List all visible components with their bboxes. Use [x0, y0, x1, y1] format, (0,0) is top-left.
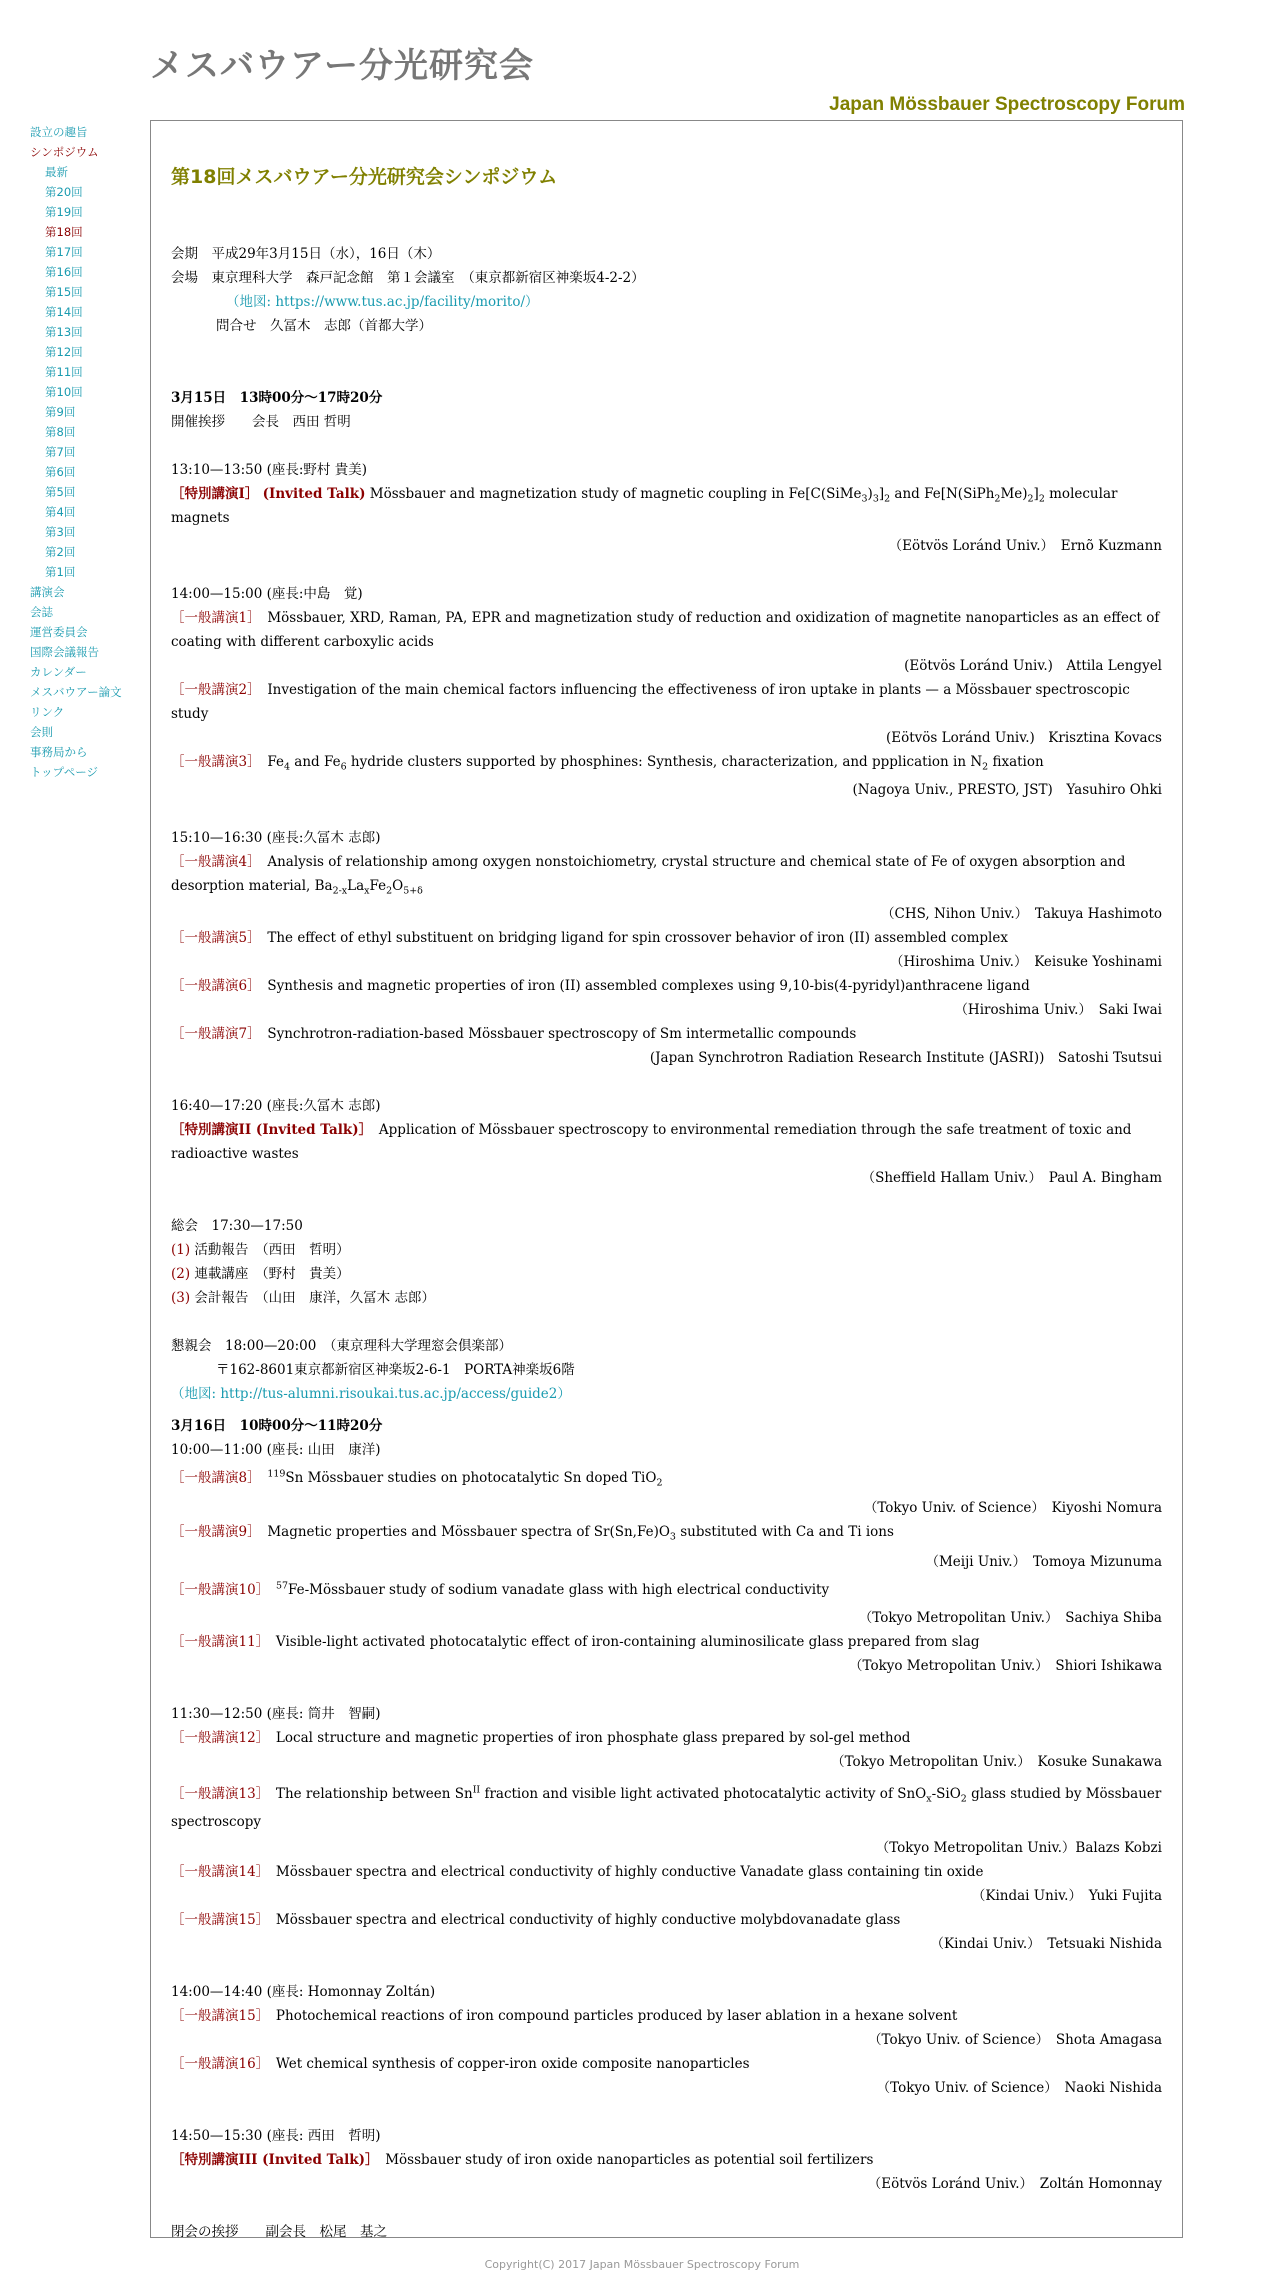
talk-author: （Meiji Univ.） Tomoya Mizunuma — [925, 1554, 1162, 1570]
sidebar-item-links[interactable]: リンク — [30, 705, 65, 719]
contact: 問合せ 久冨木 志郎（首都大学） — [216, 318, 432, 334]
session-time: 14:00—14:40 (座長: Homonnay Zoltán) — [171, 1984, 436, 2000]
session-time: 16:40—17:20 (座長:久冨木 志郎) — [171, 1098, 381, 1114]
venue-map-link[interactable]: （地図: https://www.tus.ac.jp/facility/morito/） — [226, 294, 539, 310]
talk-entry: ［一般講演8］ $^{119}$Sn Mössbauer studies on photocatalytic Sn doped TiO$_2$ — [171, 1468, 663, 1489]
session-time: 14:00—15:00 (座長:中島 覚) — [171, 586, 363, 602]
talk-author: (Eötvös Loránd Univ.) Attila Lengyel — [904, 658, 1162, 674]
talk-author: （Tokyo Metropolitan Univ.） Sachiya Shiba — [858, 1610, 1162, 1626]
site-title: メスバウアー分光研究会 — [150, 46, 534, 86]
talk-label: ［一般講演15］ — [171, 1912, 263, 1928]
sidebar-item-19th[interactable]: 第19回 — [45, 205, 83, 219]
general-meeting-time: 総会 17:30—17:50 — [171, 1218, 303, 1234]
sidebar-item-secretariat[interactable]: 事務局から — [30, 745, 88, 759]
banquet-map-link[interactable]: （地図: http://tus-alumni.risoukai.tus.ac.jp/access/guide2） — [171, 1386, 571, 1402]
sidebar-item-3rd[interactable]: 第3回 — [45, 525, 76, 539]
talk-label: ［一般講演4］ — [171, 854, 254, 870]
sidebar-item-20th[interactable]: 第20回 — [45, 185, 83, 199]
sidebar-item-7th[interactable]: 第7回 — [45, 445, 76, 459]
sidebar-item-2nd[interactable]: 第2回 — [45, 545, 76, 559]
program-content — [171, 121, 1162, 2244]
talk-label: ［一般講演3］ — [171, 754, 254, 770]
session-time: 11:30—12:50 (座長: 筒井 智嗣) — [171, 1706, 381, 1722]
venue: 会場 東京理科大学 森戸記念館 第１会議室 （東京都新宿区神楽坂4-2-2） — [171, 270, 645, 286]
banquet-address: 〒162-8601東京都新宿区神楽坂2-6-1 PORTA神楽坂6階 — [216, 1362, 575, 1378]
sidebar-item-9th[interactable]: 第9回 — [45, 405, 76, 419]
talk-label: ［一般講演6］ — [171, 978, 254, 994]
talk-entry: ［一般講演12］ Local structure and magnetic properties of iron phosphate glass prepared by sol-gel method — [171, 1730, 911, 1746]
banquet-info: 懇親会 18:00—20:00 （東京理科大学理窓会倶楽部） — [171, 1338, 513, 1354]
sidebar-item-14th[interactable]: 第14回 — [45, 305, 83, 319]
sidebar-nav — [30, 122, 150, 782]
sidebar-item-papers[interactable]: メスバウアー論文 — [30, 685, 122, 699]
talk-entry: ［一般講演9］ Magnetic properties and Mössbauer spectra of $Sr(Sn,Fe)O_3$ substituted with Ca and Ti ions — [171, 1524, 894, 1543]
talk-author: （Hiroshima Univ.） Keisuke Yoshinami — [890, 954, 1162, 970]
sidebar-item-1st[interactable]: 第1回 — [45, 565, 76, 579]
talk-label: ［一般講演11］ — [171, 1634, 263, 1650]
sidebar-item-13th[interactable]: 第13回 — [45, 325, 83, 339]
content-box — [150, 120, 1183, 2238]
talk-entry: ［特別講演III (Invited Talk)］ Mössbauer study of iron oxide nanoparticles as potential soil fertilizers — [171, 2152, 874, 2168]
closing-remarks: 閉会の挨拶 副会長 松尾 基之 — [171, 2224, 387, 2240]
talk-author: （Tokyo Metropolitan Univ.） Kosuke Sunakawa — [831, 1754, 1162, 1770]
talk-entry: ［一般講演15］ Photochemical reactions of iron compound particles produced by laser ablation in a hexane solvent — [171, 2008, 958, 2024]
talk-entry: ［一般講演2］ Investigation of the main chemical factors influencing the effectiveness of iron uptake in plants — a Mössbauer spectroscopic study — [171, 682, 1130, 722]
talk-author: （Sheffield Hallam Univ.） Paul A. Bingham — [861, 1170, 1162, 1186]
session-time: 15:10—16:30 (座長:久冨木 志郎) — [171, 830, 381, 846]
sidebar-item-purpose[interactable]: 設立の趣旨 — [30, 125, 88, 139]
talk-label: ［特別講演I］ — [171, 486, 259, 502]
session-time: 10:00—11:00 (座長: 山田 康洋) — [171, 1442, 381, 1458]
session-time: 13:10—13:50 (座長:野村 貴美) — [171, 462, 367, 478]
talk-label: ［一般講演13］ — [171, 1786, 263, 1802]
site-subtitle: Japan Mössbauer Spectroscopy Forum — [829, 94, 1185, 115]
sidebar-item-5th[interactable]: 第5回 — [45, 485, 76, 499]
talk-author: (Japan Synchrotron Radiation Research Institute (JASRI)) Satoshi Tsutsui — [649, 1050, 1162, 1066]
sidebar-item-6th[interactable]: 第6回 — [45, 465, 76, 479]
meeting-item: (1) 活動報告 （西田 哲明） — [171, 1242, 350, 1258]
sidebar-item-lectures[interactable]: 講演会 — [30, 585, 65, 599]
talk-entry: ［一般講演4］ Analysis of relationship among oxygen nonstoichiometry, crystal structure and chemical state of Fe of oxygen absorption and desorption material, $Ba_{2-x}La_xFe_2O_{5+\delta}$ — [171, 854, 1126, 897]
talk-author: （Tokyo Metropolitan Univ.） Shiori Ishikawa — [848, 1658, 1162, 1674]
talk-label: ［一般講演10］ — [171, 1582, 263, 1598]
talk-entry: ［一般講演6］ Synthesis and magnetic properties of iron (II) assembled complexes using 9,10-bis(4-pyridyl)anthracene ligand — [171, 978, 1030, 994]
talk-author: （Eötvös Loránd Univ.） Zoltán Homonnay — [867, 2176, 1162, 2192]
talk-author: （Tokyo Univ. of Science） Kiyoshi Nomura — [863, 1500, 1162, 1516]
talk-entry: ［一般講演7］ Synchrotron-radiation-based Mössbauer spectroscopy of Sm intermetallic compounds — [171, 1026, 857, 1042]
talk-entry: ［一般講演5］ The effect of ethyl substituent on bridging ligand for spin crossover behavior of iron (II) assembled complex — [171, 930, 1008, 946]
sidebar-item-symposium[interactable]: シンポジウム — [30, 145, 99, 159]
talk-entry: ［一般講演14］ Mössbauer spectra and electrical conductivity of highly conductive Vanadate glass containing tin oxide — [171, 1864, 984, 1880]
talk-author: （Tokyo Univ. of Science） Naoki Nishida — [876, 2080, 1162, 2096]
talk-label: ［一般講演5］ — [171, 930, 254, 946]
session-time: 14:50—15:30 (座長: 西田 哲明) — [171, 2128, 381, 2144]
talk-entry: ［一般講演10］ $^{57}$Fe-Mössbauer study of sodium vanadate glass with high electrical conductivity — [171, 1580, 830, 1598]
meeting-item: (3) 会計報告 （山田 康洋，久冨木 志郎） — [171, 1290, 435, 1306]
sidebar-item-committee[interactable]: 運営委員会 — [30, 625, 88, 639]
talk-author: (Eötvös Loránd Univ.) Krisztina Kovacs — [885, 730, 1162, 746]
talk-label: ［一般講演16］ — [171, 2056, 263, 2072]
talk-entry: ［一般講演15］ Mössbauer spectra and electrical conductivity of highly conductive molybdovanadate glass — [171, 1912, 901, 1928]
talk-entry: ［特別講演I］ (Invited Talk) Mössbauer and magnetization study of magnetic coupling in $Fe[C(SiMe_3)_3]_2$ and $Fe[N(SiPh_2Me)_2]_2$ molecular magnets — [171, 486, 1118, 526]
talk-author: （Hiroshima Univ.） Saki Iwai — [954, 1002, 1162, 1018]
talk-label: ［一般講演15］ — [171, 2008, 263, 2024]
talk-label: ［一般講演8］ — [171, 1470, 254, 1486]
sidebar-item-journal[interactable]: 会誌 — [30, 605, 53, 619]
talk-label: ［一般講演9］ — [171, 1524, 254, 1540]
talk-author: （Tokyo Univ. of Science） Shota Amagasa — [868, 2032, 1162, 2048]
sidebar-item-17th[interactable]: 第17回 — [45, 245, 83, 259]
meeting-item: (2) 連載講座 （野村 貴美） — [171, 1266, 350, 1282]
sidebar-item-latest[interactable]: 最新 — [45, 165, 68, 179]
talk-label: ［特別講演II (Invited Talk)］ — [171, 1122, 366, 1138]
sidebar-item-11th[interactable]: 第11回 — [45, 365, 83, 379]
sidebar-item-10th[interactable]: 第10回 — [45, 385, 83, 399]
talk-author: （Kindai Univ.） Tetsuaki Nishida — [930, 1936, 1162, 1952]
day1-heading: 3月15日 13時00分～17時20分 — [171, 390, 383, 406]
talk-label: ［一般講演1］ — [171, 610, 254, 626]
talk-author: （Kindai Univ.） Yuki Fujita — [971, 1888, 1162, 1904]
talk-entry: ［特別講演II (Invited Talk)］ Application of Mössbauer spectroscopy to environmental remediation through the safe treatment of toxic and radioactive wastes — [171, 1122, 1132, 1162]
talk-author: （Tokyo Metropolitan Univ.）Balazs Kobzi — [875, 1840, 1162, 1856]
talk-entry: ［一般講演16］ Wet chemical synthesis of copper-iron oxide composite nanoparticles — [171, 2056, 750, 2072]
talk-label: ［一般講演7］ — [171, 1026, 254, 1042]
talk-author: （CHS, Nihon Univ.） Takuya Hashimoto — [881, 906, 1162, 922]
talk-label: ［一般講演14］ — [171, 1864, 263, 1880]
talk-entry: ［一般講演1］ Mössbauer, XRD, Raman, PA, EPR and magnetization study of reduction and oxidization of magnetite nanoparticles as an effect of coating with different carboxylic acids — [171, 610, 1160, 650]
opening-remarks: 開催挨拶 会長 西田 哲明 — [171, 414, 351, 430]
sidebar-item-rules[interactable]: 会則 — [30, 725, 53, 739]
symposium-title: 第18回メスバウアー分光研究会シンポジウム — [171, 166, 558, 188]
talk-label: ［一般講演12］ — [171, 1730, 263, 1746]
sidebar-item-4th[interactable]: 第4回 — [45, 505, 76, 519]
sidebar-item-12th[interactable]: 第12回 — [45, 345, 83, 359]
sidebar-item-intl-reports[interactable]: 国際会議報告 — [30, 645, 99, 659]
sidebar-item-15th[interactable]: 第15回 — [45, 285, 83, 299]
day2-heading: 3月16日 10時00分～11時20分 — [171, 1418, 383, 1434]
talk-entry: ［一般講演13］ The relationship between $Sn^{II}$ fraction and visible light activated photocatalytic activity of SnO$_x$-SiO$_2$ glass studied by Mössbauer spectroscopy — [171, 1784, 1162, 1830]
talk-author: （Eötvös Loránd Univ.） Ernõ Kuzmann — [888, 538, 1162, 554]
sidebar-item-calendar[interactable]: カレンダー — [30, 665, 87, 679]
talk-entry: ［一般講演11］ Visible-light activated photocatalytic effect of iron-containing aluminosilicate glass prepared from slag — [171, 1634, 980, 1650]
talk-author: (Nagoya Univ., PRESTO, JST) Yasuhiro Ohki — [852, 782, 1162, 798]
talk-label: ［特別講演III (Invited Talk)］ — [171, 2152, 372, 2168]
sidebar-item-16th[interactable]: 第16回 — [45, 265, 83, 279]
sidebar-item-top[interactable]: トップページ — [30, 765, 98, 779]
sidebar-item-18th[interactable]: 第18回 — [45, 225, 83, 239]
sidebar-item-8th[interactable]: 第8回 — [45, 425, 76, 439]
footer-copyright: Copyright(C) 2017 Japan Mössbauer Spectroscopy Forum — [484, 2258, 800, 2271]
talk-entry: ［一般講演3］ $Fe_4$ and $Fe_6$ hydride clusters supported by phosphines: Synthesis, characterization, and ppplication in $N_2$ fixation — [171, 754, 1044, 773]
invited-tag: (Invited Talk) — [262, 486, 366, 502]
talk-label: ［一般講演2］ — [171, 682, 254, 698]
period: 会期 平成29年3月15日（水），16日（木） — [171, 246, 441, 262]
